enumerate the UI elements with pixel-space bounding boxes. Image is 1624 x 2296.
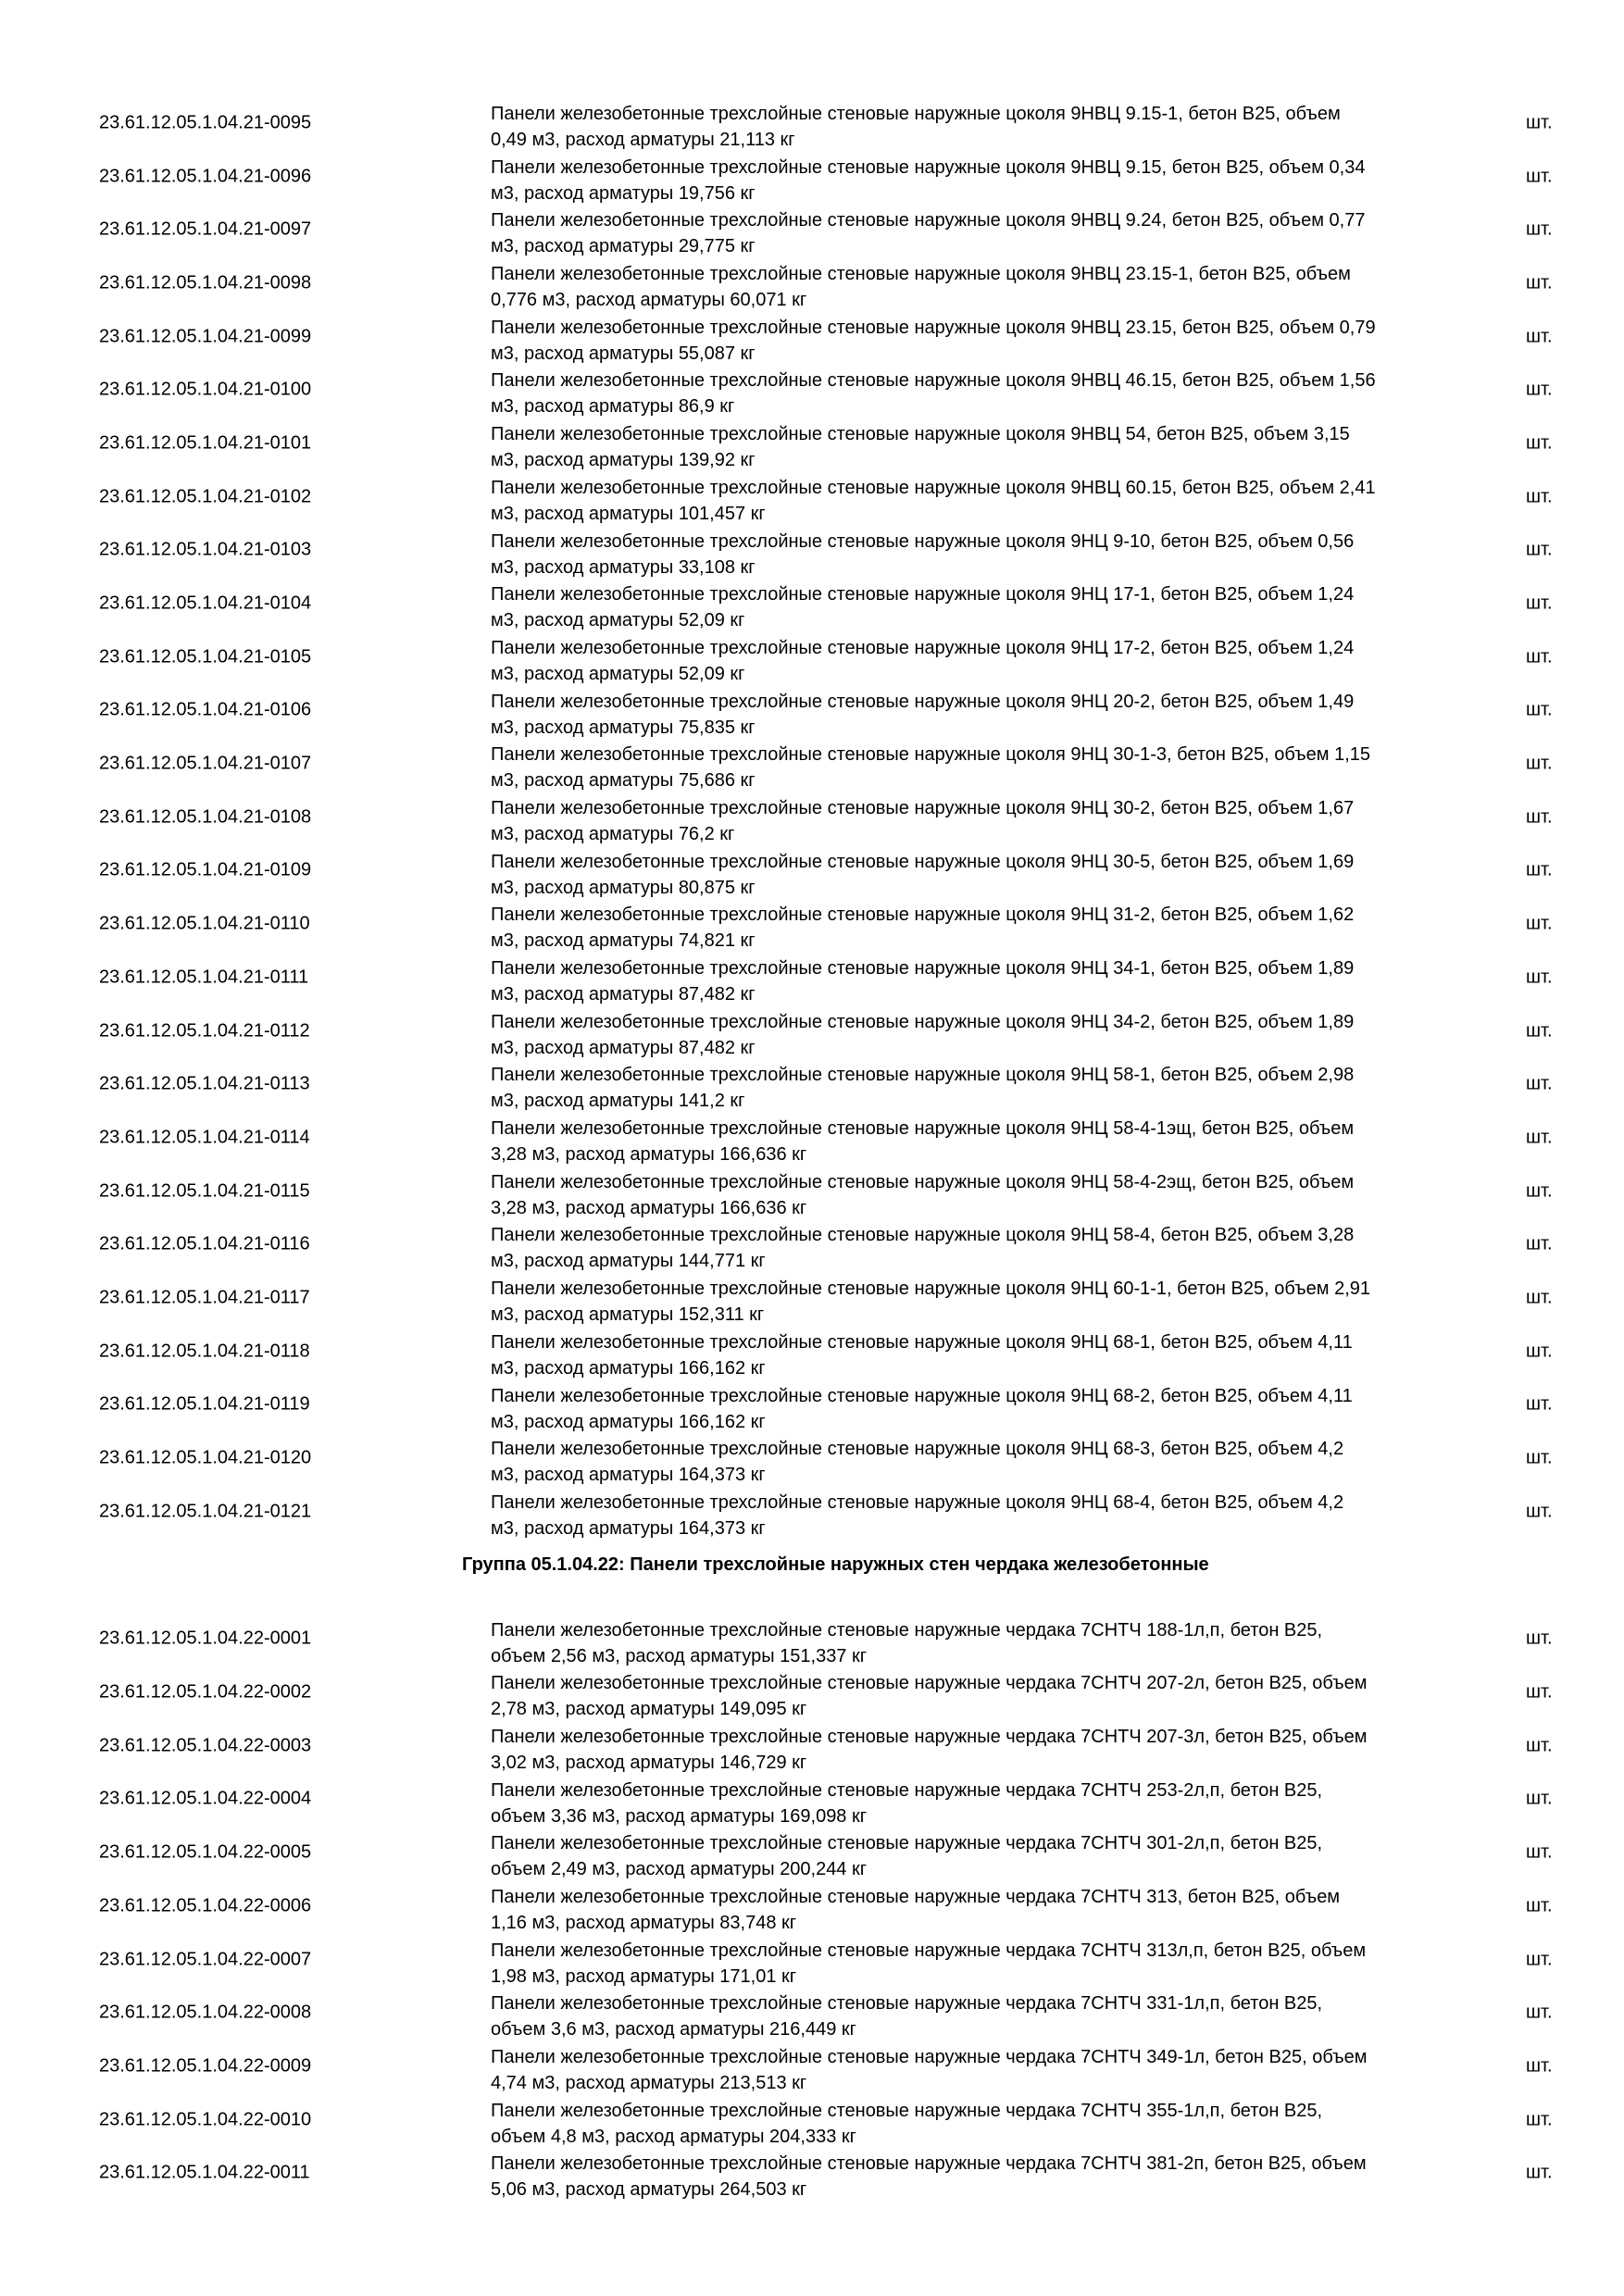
table-row	[0, 2146, 1624, 2200]
resource-code: 23.61.12.05.1.04.22-0007	[99, 1949, 312, 1970]
table-row	[0, 1217, 1624, 1271]
resource-description	[491, 902, 1454, 954]
table-row	[0, 363, 1624, 417]
unit-of-measure: шт.	[1526, 1447, 1553, 1468]
description-line-1: Панели железобетонные трехслойные стеновые наружные цоколя 9НЦ 30-2, бетон В25, объем 1,67	[491, 797, 1355, 818]
resource-description	[491, 1116, 1454, 1167]
table-row	[0, 1325, 1624, 1379]
resource-code: 23.61.12.05.1.04.21-0104	[99, 593, 312, 614]
table-row	[0, 951, 1624, 1004]
resource-description	[491, 849, 1454, 901]
unit-of-measure: шт.	[1526, 1895, 1553, 1916]
unit-of-measure: шт.	[1526, 539, 1553, 560]
group-header	[0, 1539, 1624, 1613]
table-row	[0, 1431, 1624, 1485]
resource-code: 23.61.12.05.1.04.22-0004	[99, 1788, 312, 1809]
unit-of-measure: шт.	[1526, 806, 1553, 828]
resource-code: 23.61.12.05.1.04.21-0101	[99, 432, 312, 454]
resource-description	[491, 955, 1454, 1007]
table-row	[0, 1485, 1624, 1539]
unit-of-measure: шт.	[1526, 218, 1553, 240]
table-row	[0, 791, 1624, 844]
resource-code: 23.61.12.05.1.04.22-0009	[99, 2055, 312, 2077]
unit-of-measure: шт.	[1526, 2109, 1553, 2130]
resource-code: 23.61.12.05.1.04.21-0100	[99, 379, 312, 400]
description-line-1: Панели железобетонные трехслойные стеновые наружные цоколя 9НЦ 68-4, бетон В25, объем 4,2	[491, 1491, 1344, 1513]
unit-of-measure: шт.	[1526, 2055, 1553, 2077]
table-row	[0, 1057, 1624, 1111]
description-line-1: Панели железобетонные трехслойные стеновые наружные цоколя 9НЦ 58-4-1эщ, бетон В25, объем	[491, 1118, 1355, 1140]
description-line-1: Панели железобетонные трехслойные стеновые наружные цоколя 9НЦ 31-2, бетон В25, объем 1,62	[491, 905, 1355, 926]
description-line-2: м3, расход арматуры 141,2 кг	[491, 1091, 745, 1112]
resource-description	[491, 155, 1454, 206]
table-row	[0, 1986, 1624, 2040]
resource-code: 23.61.12.05.1.04.21-0120	[99, 1447, 312, 1468]
description-line-2: м3, расход арматуры 139,92 кг	[491, 450, 756, 471]
unit-of-measure: шт.	[1526, 1393, 1553, 1415]
resource-code: 23.61.12.05.1.04.22-0001	[99, 1628, 312, 1649]
description-line-1: Панели железобетонные трехслойные стеновые наружные цоколя 9НВЦ 9.15, бетон В25, объем 0,34	[491, 156, 1366, 178]
description-line-2: м3, расход арматуры 166,162 кг	[491, 1411, 766, 1432]
description-line-2: 1,16 м3, расход арматуры 83,748 кг	[491, 1913, 797, 1933]
description-line-1: Панели железобетонные трехслойные стеновые наружные чердака 7СНТЧ 331-1л,п, бетон В25,	[491, 1993, 1323, 2015]
description-line-1: Панели железобетонные трехслойные стеновые наружные чердака 7СНТЧ 253-2л,п, бетон В25,	[491, 1779, 1323, 1801]
resource-description	[491, 2098, 1454, 2150]
description-line-1: Панели железобетонные трехслойные стеновые наружные цоколя 9НЦ 9-10, бетон В25, объем 0,56	[491, 530, 1355, 552]
description-line-2: 5,06 м3, расход арматуры 264,503 кг	[491, 2179, 807, 2201]
table-row	[0, 150, 1624, 204]
table-row	[0, 1666, 1624, 1719]
description-line-2: объем 2,56 м3, расход арматуры 151,337 кг	[491, 1645, 868, 1666]
unit-of-measure: шт.	[1526, 1681, 1553, 1703]
resource-description	[491, 1830, 1454, 1882]
description-line-1: Панели железобетонные трехслойные стеновые наружные цоколя 9НЦ 58-4, бетон В25, объем 3,28	[491, 1225, 1355, 1246]
resource-code: 23.61.12.05.1.04.22-0008	[99, 2002, 312, 2023]
resource-code: 23.61.12.05.1.04.21-0112	[99, 1020, 310, 1042]
description-line-1: Панели железобетонные трехслойные стеновые наружные чердака 7СНТЧ 301-2л,п, бетон В25,	[491, 1833, 1323, 1854]
description-line-1: Панели железобетонные трехслойные стеновые наружные цоколя 9НЦ 68-3, бетон В25, объем 4,2	[491, 1439, 1344, 1460]
description-line-2: м3, расход арматуры 19,756 кг	[491, 182, 756, 204]
description-line-2: м3, расход арматуры 74,821 кг	[491, 930, 756, 952]
resource-description	[491, 1490, 1454, 1541]
resource-code: 23.61.12.05.1.04.22-0003	[99, 1735, 312, 1756]
unit-of-measure: шт.	[1526, 1735, 1553, 1756]
resource-code: 23.61.12.05.1.04.22-0005	[99, 1841, 312, 1863]
resource-code: 23.61.12.05.1.04.22-0010	[99, 2109, 312, 2130]
resource-description	[491, 795, 1454, 847]
table-row	[0, 1613, 1624, 1666]
description-line-1: Панели железобетонные трехслойные стеновые наружные цоколя 9НЦ 20-2, бетон В25, объем 1,49	[491, 691, 1355, 712]
resource-description	[491, 1884, 1454, 1936]
unit-of-measure: шт.	[1526, 1020, 1553, 1042]
description-line-2: м3, расход арматуры 86,9 кг	[491, 396, 735, 418]
description-line-1: Панели железобетонные трехслойные стеновые наружные цоколя 9НЦ 58-4-2эщ, бетон В25, объем	[491, 1171, 1355, 1192]
resource-code: 23.61.12.05.1.04.21-0116	[99, 1233, 310, 1254]
table-row	[0, 96, 1624, 150]
description-line-2: м3, расход арматуры 87,482 кг	[491, 984, 756, 1004]
description-line-2: 1,98 м3, расход арматуры 171,01 кг	[491, 1965, 797, 1987]
table-row	[0, 256, 1624, 310]
table-row	[0, 470, 1624, 524]
description-line-1: Панели железобетонные трехслойные стеновые наружные цоколя 9НЦ 17-1, бетон В25, объем 1,24	[491, 584, 1355, 605]
description-line-1: Панели железобетонные трехслойные стеновые наружные чердака 7СНТЧ 381-2п, бетон В25, объем	[491, 2153, 1367, 2175]
resource-code: 23.61.12.05.1.04.22-0011	[99, 2162, 310, 2183]
description-line-1: Панели железобетонные трехслойные стеновые наружные цоколя 9НВЦ 60.15, бетон В25, объем 2,41	[491, 477, 1376, 498]
resource-description	[491, 581, 1454, 633]
description-line-2: 4,74 м3, расход арматуры 213,513 кг	[491, 2073, 807, 2094]
unit-of-measure: шт.	[1526, 1949, 1553, 1970]
resource-description	[491, 475, 1454, 527]
description-line-2: м3, расход арматуры 75,835 кг	[491, 717, 756, 738]
unit-of-measure: шт.	[1526, 379, 1553, 400]
description-line-1: Панели железобетонные трехслойные стеновые наружные цоколя 9НЦ 30-5, бетон В25, объем 1,69	[491, 851, 1355, 872]
description-line-1: Панели железобетонные трехслойные стеновые наружные чердака 7СНТЧ 207-2л, бетон В25, объем	[491, 1673, 1368, 1694]
description-line-2: м3, расход арматуры 52,09 кг	[491, 663, 745, 684]
unit-of-measure: шт.	[1526, 699, 1553, 720]
description-line-1: Панели железобетонные трехслойные стеновые наружные цоколя 9НВЦ 9.15-1, бетон В25, объем	[491, 104, 1341, 124]
resource-code: 23.61.12.05.1.04.22-0002	[99, 1681, 312, 1703]
resource-code: 23.61.12.05.1.04.21-0121	[99, 1501, 312, 1522]
resource-code: 23.61.12.05.1.04.21-0099	[99, 326, 312, 347]
unit-of-measure: шт.	[1526, 1127, 1553, 1148]
description-line-1: Панели железобетонные трехслойные стеновые наружные чердака 7СНТЧ 349-1л, бетон В25, объем	[491, 2047, 1368, 2068]
resource-description	[491, 1938, 1454, 1990]
description-line-1: Панели железобетонные трехслойные стеновые наружные цоколя 9НЦ 68-1, бетон В25, объем 4,11	[491, 1331, 1353, 1353]
description-line-1: Панели железобетонные трехслойные стеновые наружные цоколя 9НЦ 60-1-1, бетон В25, объем 2,91	[491, 1279, 1370, 1300]
table-row	[0, 844, 1624, 898]
table-row	[0, 524, 1624, 578]
description-line-1: Панели железобетонные трехслойные стеновые наружные чердака 7СНТЧ 188-1л,п, бетон В25,	[491, 1619, 1323, 1641]
resource-description	[491, 1169, 1454, 1221]
description-line-1: Панели железобетонные трехслойные стеновые наружные чердака 7СНТЧ 355-1л,п, бетон В25,	[491, 2100, 1323, 2121]
resource-code: 23.61.12.05.1.04.21-0107	[99, 753, 312, 774]
description-line-1: Панели железобетонные трехслойные стеновые наружные чердака 7СНТЧ 313л,п, бетон В25, объем	[491, 1940, 1367, 1961]
description-line-1: Панели железобетонные трехслойные стеновые наружные цоколя 9НВЦ 23.15, бетон В25, объем 0,79	[491, 317, 1376, 338]
resource-code: 23.61.12.05.1.04.21-0105	[99, 646, 312, 668]
description-line-1: Панели железобетонные трехслойные стеновые наружные цоколя 9НЦ 68-2, бетон В25, объем 4,11	[491, 1385, 1353, 1406]
description-line-2: м3, расход арматуры 101,457 кг	[491, 503, 766, 524]
resource-code: 23.61.12.05.1.04.21-0110	[99, 913, 310, 934]
resource-description	[491, 1670, 1454, 1722]
description-line-2: 3,28 м3, расход арматуры 166,636 кг	[491, 1144, 807, 1166]
description-line-1: Панели железобетонные трехслойные стеновые наружные цоколя 9НВЦ 9.24, бетон В25, объем 0,77	[491, 210, 1366, 231]
description-line-2: м3, расход арматуры 55,087 кг	[491, 343, 756, 364]
description-line-2: 0,776 м3, расход арматуры 60,071 кг	[491, 290, 807, 311]
description-line-1: Панели железобетонные трехслойные стеновые наружные цоколя 9НЦ 34-1, бетон В25, объем 1,89	[491, 958, 1355, 979]
description-line-2: м3, расход арматуры 80,875 кг	[491, 877, 756, 898]
resource-code: 23.61.12.05.1.04.21-0097	[99, 218, 312, 240]
resource-code: 23.61.12.05.1.04.21-0118	[99, 1341, 310, 1362]
resource-code: 23.61.12.05.1.04.21-0108	[99, 806, 312, 828]
description-line-1: Панели железобетонные трехслойные стеновые наружные цоколя 9НВЦ 23.15-1, бетон В25, объем	[491, 264, 1351, 285]
description-line-2: м3, расход арматуры 52,09 кг	[491, 610, 745, 631]
resource-description	[491, 1990, 1454, 2042]
price-table	[0, 96, 1624, 2200]
resource-description	[491, 1383, 1454, 1435]
table-row	[0, 203, 1624, 256]
table-row	[0, 1879, 1624, 1933]
description-line-2: 0,49 м3, расход арматуры 21,113 кг	[491, 130, 795, 150]
description-line-2: м3, расход арматуры 166,162 кг	[491, 1357, 766, 1379]
resource-code: 23.61.12.05.1.04.21-0117	[99, 1287, 310, 1308]
resource-code: 23.61.12.05.1.04.21-0096	[99, 166, 312, 187]
resource-description	[491, 1062, 1454, 1114]
table-row	[0, 2040, 1624, 2093]
resource-description	[491, 1617, 1454, 1669]
description-line-2: м3, расход арматуры 76,2 кг	[491, 823, 735, 844]
resource-description	[491, 207, 1454, 259]
table-row	[0, 1719, 1624, 1773]
table-row	[0, 1826, 1624, 1879]
table-row	[0, 1379, 1624, 1432]
description-line-2: объем 3,36 м3, расход арматуры 169,098 кг	[491, 1805, 868, 1827]
resource-description	[491, 1009, 1454, 1061]
group-title: Группа 05.1.04.22: Панели трехслойные наружных стен чердака железобетонные	[462, 1554, 1209, 1575]
unit-of-measure: шт.	[1526, 1233, 1553, 1254]
resource-code: 23.61.12.05.1.04.21-0106	[99, 699, 312, 720]
resource-description	[491, 689, 1454, 741]
unit-of-measure: шт.	[1526, 1501, 1553, 1522]
table-row	[0, 897, 1624, 951]
resource-code: 23.61.12.05.1.04.22-0006	[99, 1895, 312, 1916]
description-line-2: м3, расход арматуры 144,771 кг	[491, 1251, 766, 1272]
resource-description	[491, 635, 1454, 687]
unit-of-measure: шт.	[1526, 272, 1553, 293]
unit-of-measure: шт.	[1526, 859, 1553, 880]
unit-of-measure: шт.	[1526, 646, 1553, 668]
table-row	[0, 1933, 1624, 1987]
unit-of-measure: шт.	[1526, 1073, 1553, 1094]
description-line-2: м3, расход арматуры 29,775 кг	[491, 236, 756, 257]
description-line-1: Панели железобетонные трехслойные стеновые наружные цоколя 9НЦ 58-1, бетон В25, объем 2,98	[491, 1065, 1355, 1086]
description-line-2: 3,02 м3, расход арматуры 146,729 кг	[491, 1752, 807, 1773]
table-row	[0, 417, 1624, 470]
description-line-1: Панели железобетонные трехслойные стеновые наружные цоколя 9НВЦ 46.15, бетон В25, объем 1,56	[491, 370, 1376, 392]
unit-of-measure: шт.	[1526, 913, 1553, 934]
resource-description	[491, 2151, 1454, 2202]
unit-of-measure: шт.	[1526, 1788, 1553, 1809]
table-row	[0, 1111, 1624, 1165]
resource-code: 23.61.12.05.1.04.21-0109	[99, 859, 312, 880]
resource-description	[491, 1329, 1454, 1381]
description-line-2: м3, расход арматуры 164,373 кг	[491, 1465, 766, 1486]
resource-code: 23.61.12.05.1.04.21-0115	[99, 1180, 310, 1202]
unit-of-measure: шт.	[1526, 1341, 1553, 1362]
resource-description	[491, 2044, 1454, 2096]
table-row	[0, 1004, 1624, 1058]
resource-code: 23.61.12.05.1.04.21-0103	[99, 539, 312, 560]
description-line-1: Панели железобетонные трехслойные стеновые наружные чердака 7СНТЧ 313, бетон В25, объем	[491, 1887, 1341, 1907]
table-row	[0, 684, 1624, 738]
resource-code: 23.61.12.05.1.04.21-0102	[99, 486, 312, 507]
description-line-2: м3, расход арматуры 152,311 кг	[491, 1304, 765, 1326]
unit-of-measure: шт.	[1526, 1628, 1553, 1649]
unit-of-measure: шт.	[1526, 112, 1553, 133]
resource-description	[491, 529, 1454, 580]
resource-code: 23.61.12.05.1.04.21-0114	[99, 1127, 310, 1148]
description-line-2: 2,78 м3, расход арматуры 149,095 кг	[491, 1699, 807, 1720]
unit-of-measure: шт.	[1526, 2002, 1553, 2023]
description-line-2: объем 2,49 м3, расход арматуры 200,244 кг	[491, 1859, 868, 1880]
unit-of-measure: шт.	[1526, 326, 1553, 347]
description-line-2: м3, расход арматуры 33,108 кг	[491, 556, 756, 578]
unit-of-measure: шт.	[1526, 486, 1553, 507]
unit-of-measure: шт.	[1526, 1841, 1553, 1863]
unit-of-measure: шт.	[1526, 593, 1553, 614]
resource-description	[491, 101, 1454, 153]
resource-description	[491, 368, 1454, 419]
description-line-1: Панели железобетонные трехслойные стеновые наружные цоколя 9НВЦ 54, бетон В25, объем 3,15	[491, 424, 1350, 445]
description-line-2: м3, расход арматуры 75,686 кг	[491, 770, 756, 792]
resource-code: 23.61.12.05.1.04.21-0095	[99, 112, 312, 133]
resource-code: 23.61.12.05.1.04.21-0119	[99, 1393, 310, 1415]
unit-of-measure: шт.	[1526, 967, 1553, 988]
table-row	[0, 577, 1624, 630]
resource-code: 23.61.12.05.1.04.21-0113	[99, 1073, 310, 1094]
description-line-1: Панели железобетонные трехслойные стеновые наружные цоколя 9НЦ 30-1-3, бетон В25, объем 1,15	[491, 744, 1370, 766]
resource-description	[491, 1222, 1454, 1274]
resource-description	[491, 421, 1454, 473]
unit-of-measure: шт.	[1526, 2162, 1553, 2183]
description-line-2: объем 4,8 м3, расход арматуры 204,333 кг	[491, 2126, 856, 2147]
table-row	[0, 1271, 1624, 1325]
table-row	[0, 310, 1624, 364]
unit-of-measure: шт.	[1526, 432, 1553, 454]
description-line-1: Панели железобетонные трехслойные стеновые наружные цоколя 9НЦ 17-2, бетон В25, объем 1,24	[491, 637, 1355, 658]
resource-description	[491, 1436, 1454, 1488]
resource-description	[491, 261, 1454, 313]
table-row	[0, 2093, 1624, 2147]
resource-description	[491, 1276, 1454, 1328]
description-line-2: м3, расход арматуры 87,482 кг	[491, 1037, 756, 1058]
resource-code: 23.61.12.05.1.04.21-0098	[99, 272, 312, 293]
table-row	[0, 630, 1624, 684]
description-line-2: 3,28 м3, расход арматуры 166,636 кг	[491, 1197, 807, 1218]
description-line-1: Панели железобетонные трехслойные стеновые наружные цоколя 9НЦ 34-2, бетон В25, объем 1,89	[491, 1011, 1355, 1032]
description-line-1: Панели железобетонные трехслойные стеновые наружные чердака 7СНТЧ 207-3л, бетон В25, объем	[491, 1726, 1368, 1747]
unit-of-measure: шт.	[1526, 1287, 1553, 1308]
resource-code: 23.61.12.05.1.04.21-0111	[99, 967, 309, 988]
resource-description	[491, 315, 1454, 367]
table-row	[0, 1773, 1624, 1827]
resource-description	[491, 1778, 1454, 1829]
resource-description	[491, 1724, 1454, 1776]
unit-of-measure: шт.	[1526, 1180, 1553, 1202]
unit-of-measure: шт.	[1526, 166, 1553, 187]
description-line-2: объем 3,6 м3, расход арматуры 216,449 кг	[491, 2019, 856, 2040]
unit-of-measure: шт.	[1526, 753, 1553, 774]
table-row	[0, 737, 1624, 791]
resource-description	[491, 742, 1454, 793]
table-row	[0, 1165, 1624, 1218]
description-line-2: м3, расход арматуры 164,373 кг	[491, 1517, 766, 1539]
